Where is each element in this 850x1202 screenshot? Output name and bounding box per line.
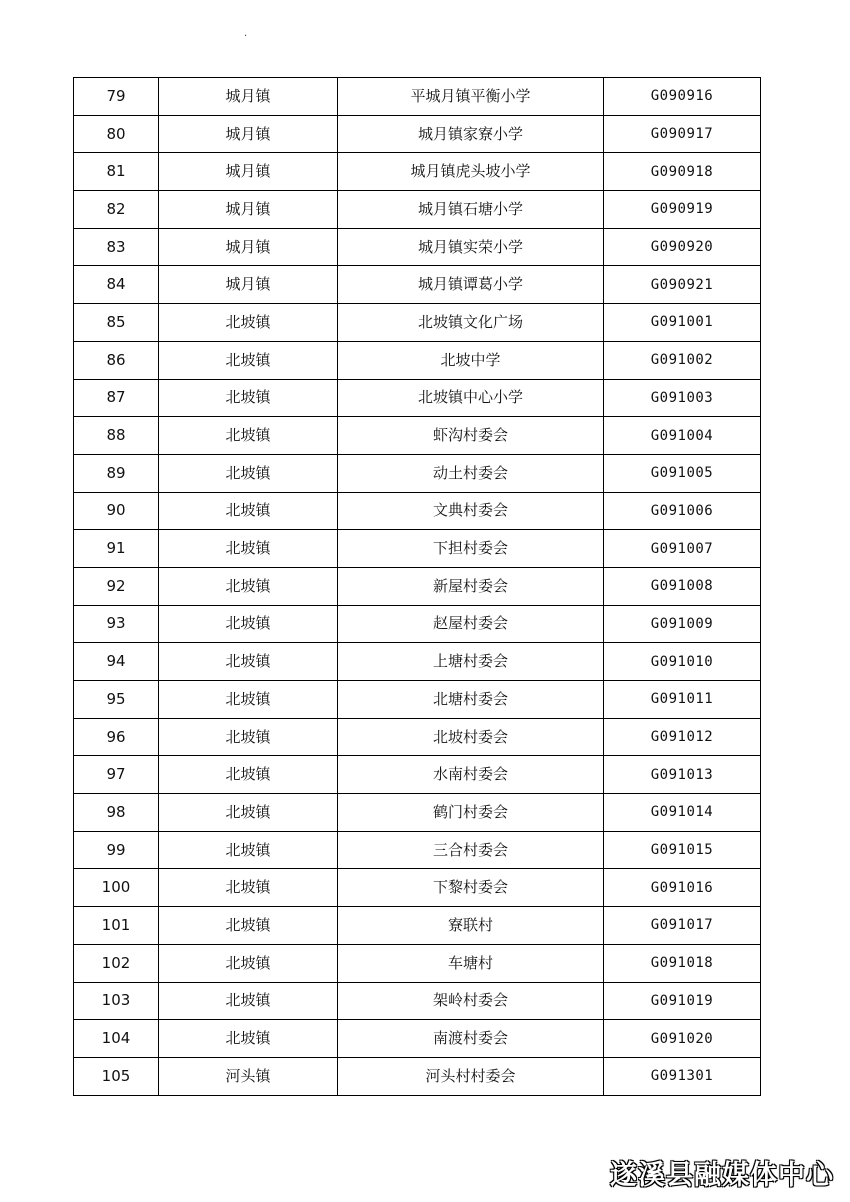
site-name-cell: 城月镇谭葛小学 bbox=[338, 266, 604, 304]
site-code-cell: G090921 bbox=[604, 266, 761, 304]
site-code-cell: G091013 bbox=[604, 756, 761, 794]
town-cell: 城月镇 bbox=[159, 78, 338, 116]
site-name-cell: 平城月镇平衡小学 bbox=[338, 78, 604, 116]
table-row bbox=[74, 756, 761, 794]
row-number: 81 bbox=[74, 153, 159, 191]
site-name-cell: 下黎村委会 bbox=[338, 869, 604, 907]
site-name-cell: 城月镇家寮小学 bbox=[338, 115, 604, 153]
site-name-cell: 下担村委会 bbox=[338, 530, 604, 568]
town-cell: 城月镇 bbox=[159, 191, 338, 229]
site-code-cell: G091016 bbox=[604, 869, 761, 907]
row-number: 89 bbox=[74, 454, 159, 492]
site-code-cell: G091008 bbox=[604, 567, 761, 605]
row-number: 85 bbox=[74, 304, 159, 342]
site-code-cell: G091019 bbox=[604, 982, 761, 1020]
site-name-cell: 文典村委会 bbox=[338, 492, 604, 530]
site-name-cell: 车塘村 bbox=[338, 944, 604, 982]
table-body bbox=[74, 78, 761, 1096]
table-row bbox=[74, 417, 761, 455]
site-code-cell: G091007 bbox=[604, 530, 761, 568]
table-row bbox=[74, 191, 761, 229]
row-number: 83 bbox=[74, 228, 159, 266]
town-cell: 城月镇 bbox=[159, 228, 338, 266]
town-cell: 城月镇 bbox=[159, 153, 338, 191]
table-row bbox=[74, 831, 761, 869]
site-name-cell: 城月镇虎头坡小学 bbox=[338, 153, 604, 191]
table-row bbox=[74, 379, 761, 417]
site-name-cell: 虾沟村委会 bbox=[338, 417, 604, 455]
site-code-cell: G091020 bbox=[604, 1020, 761, 1058]
row-number: 100 bbox=[74, 869, 159, 907]
row-number: 92 bbox=[74, 567, 159, 605]
town-cell: 城月镇 bbox=[159, 115, 338, 153]
site-code-cell: G091003 bbox=[604, 379, 761, 417]
site-code-cell: G091005 bbox=[604, 454, 761, 492]
site-name-cell: 新屋村委会 bbox=[338, 567, 604, 605]
table-row bbox=[74, 492, 761, 530]
town-cell: 北坡镇 bbox=[159, 756, 338, 794]
site-name-cell: 鹤门村委会 bbox=[338, 794, 604, 832]
site-name-cell: 河头村村委会 bbox=[338, 1057, 604, 1095]
table-row bbox=[74, 304, 761, 342]
row-number: 101 bbox=[74, 907, 159, 945]
row-number: 88 bbox=[74, 417, 159, 455]
site-name-cell: 北塘村委会 bbox=[338, 681, 604, 719]
town-cell: 北坡镇 bbox=[159, 982, 338, 1020]
row-number: 105 bbox=[74, 1057, 159, 1095]
row-number: 93 bbox=[74, 605, 159, 643]
site-name-cell: 赵屋村委会 bbox=[338, 605, 604, 643]
page-mark: . bbox=[244, 28, 248, 39]
row-number: 84 bbox=[74, 266, 159, 304]
table-row bbox=[74, 869, 761, 907]
town-cell: 北坡镇 bbox=[159, 454, 338, 492]
town-cell: 北坡镇 bbox=[159, 492, 338, 530]
site-name-cell: 上塘村委会 bbox=[338, 643, 604, 681]
row-number: 96 bbox=[74, 718, 159, 756]
table-row bbox=[74, 718, 761, 756]
site-code-cell: G090916 bbox=[604, 78, 761, 116]
site-code-cell: G090919 bbox=[604, 191, 761, 229]
site-name-cell: 北坡镇文化广场 bbox=[338, 304, 604, 342]
site-name-cell: 北坡镇中心小学 bbox=[338, 379, 604, 417]
table-row bbox=[74, 1057, 761, 1095]
site-name-cell: 北坡中学 bbox=[338, 341, 604, 379]
table-row bbox=[74, 567, 761, 605]
site-code-cell: G091015 bbox=[604, 831, 761, 869]
site-code-cell: G091301 bbox=[604, 1057, 761, 1095]
site-code-cell: G091011 bbox=[604, 681, 761, 719]
site-code-cell: G091018 bbox=[604, 944, 761, 982]
site-name-cell: 寮联村 bbox=[338, 907, 604, 945]
town-cell: 北坡镇 bbox=[159, 681, 338, 719]
town-cell: 北坡镇 bbox=[159, 605, 338, 643]
polling-site-table bbox=[73, 77, 761, 1096]
town-cell: 北坡镇 bbox=[159, 379, 338, 417]
row-number: 94 bbox=[74, 643, 159, 681]
site-name-cell: 架岭村委会 bbox=[338, 982, 604, 1020]
town-cell: 北坡镇 bbox=[159, 417, 338, 455]
table-row bbox=[74, 341, 761, 379]
table-row bbox=[74, 982, 761, 1020]
town-cell: 北坡镇 bbox=[159, 869, 338, 907]
row-number: 97 bbox=[74, 756, 159, 794]
town-cell: 河头镇 bbox=[159, 1057, 338, 1095]
table-row bbox=[74, 153, 761, 191]
town-cell: 城月镇 bbox=[159, 266, 338, 304]
table-row bbox=[74, 266, 761, 304]
row-number: 95 bbox=[74, 681, 159, 719]
town-cell: 北坡镇 bbox=[159, 794, 338, 832]
row-number: 82 bbox=[74, 191, 159, 229]
table-row bbox=[74, 115, 761, 153]
town-cell: 北坡镇 bbox=[159, 341, 338, 379]
site-code-cell: G091001 bbox=[604, 304, 761, 342]
row-number: 102 bbox=[74, 944, 159, 982]
site-code-cell: G091012 bbox=[604, 718, 761, 756]
row-number: 87 bbox=[74, 379, 159, 417]
table-row bbox=[74, 681, 761, 719]
table-row bbox=[74, 530, 761, 568]
site-code-cell: G090918 bbox=[604, 153, 761, 191]
table-row bbox=[74, 907, 761, 945]
town-cell: 北坡镇 bbox=[159, 907, 338, 945]
table-row bbox=[74, 228, 761, 266]
row-number: 80 bbox=[74, 115, 159, 153]
site-name-cell: 动土村委会 bbox=[338, 454, 604, 492]
site-code-cell: G091002 bbox=[604, 341, 761, 379]
site-name-cell: 北坡村委会 bbox=[338, 718, 604, 756]
town-cell: 北坡镇 bbox=[159, 643, 338, 681]
town-cell: 北坡镇 bbox=[159, 831, 338, 869]
site-name-cell: 南渡村委会 bbox=[338, 1020, 604, 1058]
table-row bbox=[74, 78, 761, 116]
row-number: 103 bbox=[74, 982, 159, 1020]
site-code-cell: G091014 bbox=[604, 794, 761, 832]
table-row bbox=[74, 605, 761, 643]
table-row bbox=[74, 454, 761, 492]
row-number: 104 bbox=[74, 1020, 159, 1058]
site-code-cell: G091010 bbox=[604, 643, 761, 681]
table-row bbox=[74, 643, 761, 681]
table-row bbox=[74, 794, 761, 832]
row-number: 91 bbox=[74, 530, 159, 568]
site-code-cell: G091017 bbox=[604, 907, 761, 945]
table-row bbox=[74, 1020, 761, 1058]
row-number: 90 bbox=[74, 492, 159, 530]
table-row bbox=[74, 944, 761, 982]
site-name-cell: 水南村委会 bbox=[338, 756, 604, 794]
town-cell: 北坡镇 bbox=[159, 567, 338, 605]
town-cell: 北坡镇 bbox=[159, 1020, 338, 1058]
site-name-cell: 三合村委会 bbox=[338, 831, 604, 869]
site-code-cell: G090920 bbox=[604, 228, 761, 266]
site-code-cell: G091006 bbox=[604, 492, 761, 530]
site-code-cell: G091009 bbox=[604, 605, 761, 643]
site-code-cell: G091004 bbox=[604, 417, 761, 455]
site-name-cell: 城月镇石塘小学 bbox=[338, 191, 604, 229]
row-number: 99 bbox=[74, 831, 159, 869]
town-cell: 北坡镇 bbox=[159, 944, 338, 982]
row-number: 79 bbox=[74, 78, 159, 116]
row-number: 98 bbox=[74, 794, 159, 832]
media-watermark: 遂溪县融媒体中心 bbox=[610, 1160, 834, 1191]
row-number: 86 bbox=[74, 341, 159, 379]
town-cell: 北坡镇 bbox=[159, 304, 338, 342]
site-name-cell: 城月镇实荣小学 bbox=[338, 228, 604, 266]
site-code-cell: G090917 bbox=[604, 115, 761, 153]
town-cell: 北坡镇 bbox=[159, 530, 338, 568]
town-cell: 北坡镇 bbox=[159, 718, 338, 756]
